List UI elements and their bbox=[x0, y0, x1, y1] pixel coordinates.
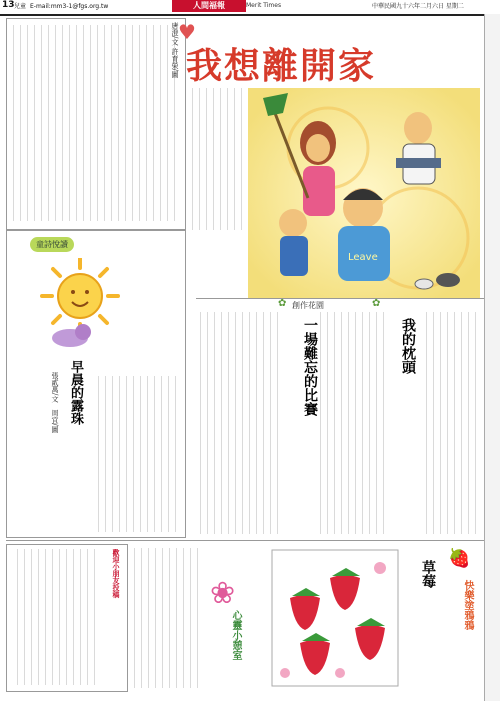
masthead-logo: 人間福報 bbox=[172, 0, 246, 12]
family-illustration bbox=[248, 88, 480, 298]
bottom-divider bbox=[6, 540, 484, 541]
notice-text bbox=[11, 549, 101, 685]
adjacent-page-strip bbox=[484, 14, 500, 701]
story2-title: 我的枕頭 bbox=[400, 318, 416, 374]
heart-label: 心靈小憩室 bbox=[230, 610, 241, 660]
main-article-title bbox=[186, 38, 376, 89]
flower-icon: ✿ bbox=[278, 298, 287, 309]
story2-text bbox=[320, 312, 390, 534]
butterfly-icon: ❀ bbox=[210, 576, 236, 611]
creative-garden-label: 創作花園 bbox=[292, 301, 324, 310]
strawberry-byline bbox=[402, 600, 432, 690]
svg-text:Leave: Leave bbox=[348, 252, 378, 263]
page-number: 13 bbox=[2, 0, 15, 10]
masthead-english: Merit Times bbox=[246, 2, 282, 9]
issue-date: 中華民國九十六年二月六日 星期二 bbox=[372, 3, 464, 10]
happy-doodle-label: 快樂塗鴉鴉 bbox=[462, 580, 473, 630]
email-text: E-mail:mm3-1@fgs.org.tw bbox=[30, 3, 109, 10]
body-text-block-right bbox=[186, 88, 248, 230]
page-header bbox=[0, 0, 500, 16]
section-divider bbox=[196, 298, 484, 299]
strawberry-title: 草莓 bbox=[420, 560, 436, 588]
heart-column-text bbox=[130, 548, 204, 688]
notice-box bbox=[6, 544, 128, 692]
story1-title: 一場難忘的比賽 bbox=[302, 318, 318, 416]
story1-text bbox=[196, 312, 284, 534]
poem-label-pill: 童詩悅讀 bbox=[30, 237, 74, 252]
main-byline bbox=[140, 22, 180, 82]
byline-author: 唐澄/文 bbox=[171, 22, 179, 46]
byline-illustrator: 許育榮/圖 bbox=[171, 47, 179, 78]
section-name: 兒童 bbox=[14, 3, 27, 10]
strawberry-drawing bbox=[270, 548, 400, 688]
title-text: 我想離開家 bbox=[186, 46, 377, 87]
heart-icon: ♥ bbox=[178, 20, 196, 44]
story3-text bbox=[420, 312, 482, 534]
notice-heading: 歡迎小朋友投稿 bbox=[112, 549, 121, 598]
dew-title: 早晨的露珠 bbox=[68, 360, 83, 425]
strawberry-icon: 🍓 bbox=[448, 548, 471, 569]
flower-icon: ✿ bbox=[372, 298, 381, 309]
dew-byline: 張貳萬/文 周宜/圖 bbox=[51, 372, 59, 433]
poem-box bbox=[6, 230, 186, 538]
